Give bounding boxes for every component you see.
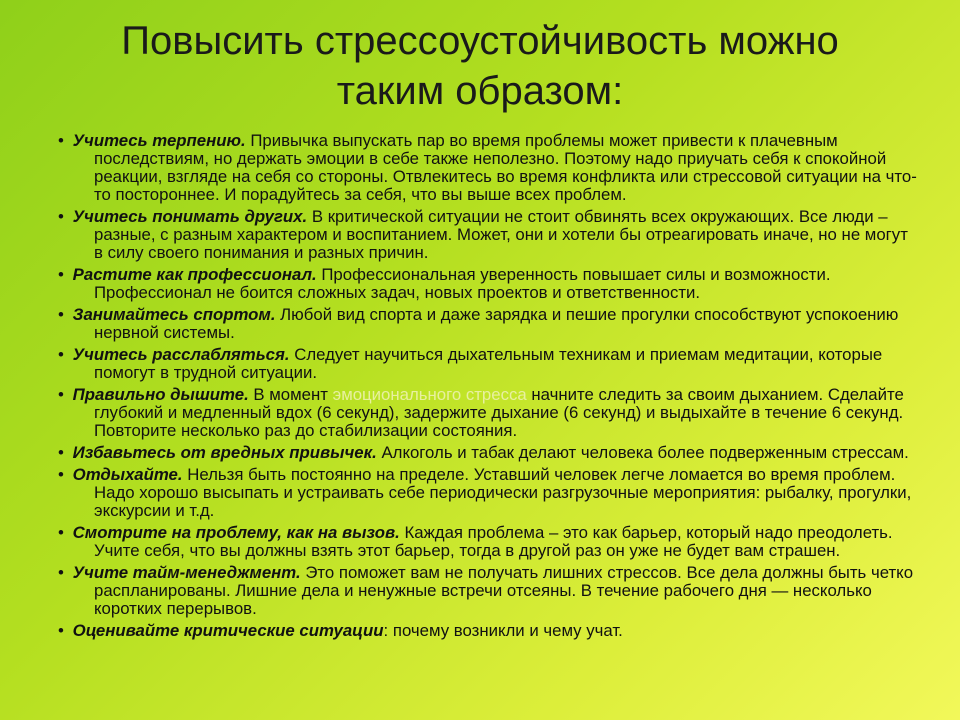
list-item	[58, 132, 918, 204]
list-item	[58, 622, 918, 640]
list-item	[58, 386, 918, 440]
item-text: : почему возникли и чему учат.	[383, 621, 623, 640]
list-item	[58, 466, 918, 520]
item-lead: Смотрите на проблему, как на вызов.	[72, 523, 400, 542]
item-text: Нельзя быть постоянно на пределе. Уставший человек легче ломается во время проблем. Надо хорошо высыпать и устраивать себе периодически разгрузочные мероприятия: рыбалку, прогулки, экскурсии и т.д.	[94, 465, 912, 520]
item-lead: Учите тайм-менеджмент.	[72, 563, 301, 582]
title-line-1: Повысить стрессоустойчивость можно	[121, 19, 839, 63]
item-lead: Правильно дышите.	[72, 385, 249, 404]
list-item	[58, 444, 918, 462]
emotional-stress-link[interactable]: эмоционального стресса	[332, 385, 527, 404]
tips-list	[58, 132, 918, 644]
item-text: Алкоголь и табак делают человека более подверженным стрессам.	[376, 443, 909, 462]
bullet: •	[58, 345, 64, 364]
item-lead: Занимайтесь спортом.	[72, 305, 276, 324]
bullet: •	[58, 207, 64, 226]
item-text: начните следить за своим дыханием. Сделайте глубокий и медленный вдох (6 секунд), задержите дыхание (6 секунд) и выдыхайте в течение 6 секунд. Повторите несколько раз до стабилизации состояния.	[94, 385, 904, 440]
title-line-2: таким образом:	[336, 69, 624, 113]
bullet: •	[58, 305, 64, 324]
bullet: •	[58, 523, 64, 542]
list-item	[58, 266, 918, 302]
bullet: •	[58, 385, 64, 404]
item-lead: Учитесь расслабляться.	[72, 345, 290, 364]
item-lead: Учитесь терпению.	[72, 131, 246, 150]
item-lead: Растите как профессионал.	[72, 265, 317, 284]
bullet: •	[58, 563, 64, 582]
item-text: Каждая проблема – это как барьер, который надо преодолеть. Учите себя, что вы должны взять этот барьер, тогда в другой раз он уже не будет вам страшен.	[94, 523, 893, 560]
item-lead: Оценивайте критические ситуации	[72, 621, 384, 640]
list-item	[58, 346, 918, 382]
item-text: Любой вид спорта и даже зарядка и пешие прогулки способствуют успокоению нервной системы.	[94, 305, 899, 342]
list-item	[58, 524, 918, 560]
bullet: •	[58, 443, 64, 462]
list-item	[58, 208, 918, 262]
item-text: В критической ситуации не стоит обвинять всех окружающих. Все люди – разные, с разным характером и воспитанием. Может, они и хотели бы отреагировать иначе, но не могут в силу своего понимания и разных причин.	[94, 207, 908, 262]
item-lead: Учитесь понимать других.	[72, 207, 308, 226]
item-text: В момент	[248, 385, 333, 404]
list-item	[58, 306, 918, 342]
bullet: •	[58, 621, 64, 640]
item-lead: Отдыхайте.	[72, 465, 183, 484]
item-text: Привычка выпускать пар во время проблемы может привести к плачевным последствиям, но держать эмоции в себе также неполезно. Поэтому надо приучать себя к спокойной реакции, взгляде на себя со стороны. Отвлекитесь во время конфликта или стрессовой ситуации на что-то постороннее. И порадуйтесь за себя, что вы выше всех проблем.	[94, 131, 917, 204]
list-item	[58, 564, 918, 618]
page-title	[0, 16, 960, 116]
item-lead: Избавьтесь от вредных привычек.	[72, 443, 377, 462]
item-text: Следует научиться дыхательным техникам и приемам медитации, которые помогут в трудной ситуации.	[94, 345, 883, 382]
bullet: •	[58, 465, 64, 484]
item-text: Профессиональная уверенность повышает силы и возможности. Профессионал не боится сложных задач, новых проектов и ответственности.	[94, 265, 831, 302]
bullet: •	[58, 265, 64, 284]
item-text: Это поможет вам не получать лишних стрессов. Все дела должны быть четко распланированы. Лишние дела и ненужные встречи отсеяны. В течение рабочего дня — несколько коротких перерывов.	[94, 563, 914, 618]
bullet: •	[58, 131, 64, 150]
